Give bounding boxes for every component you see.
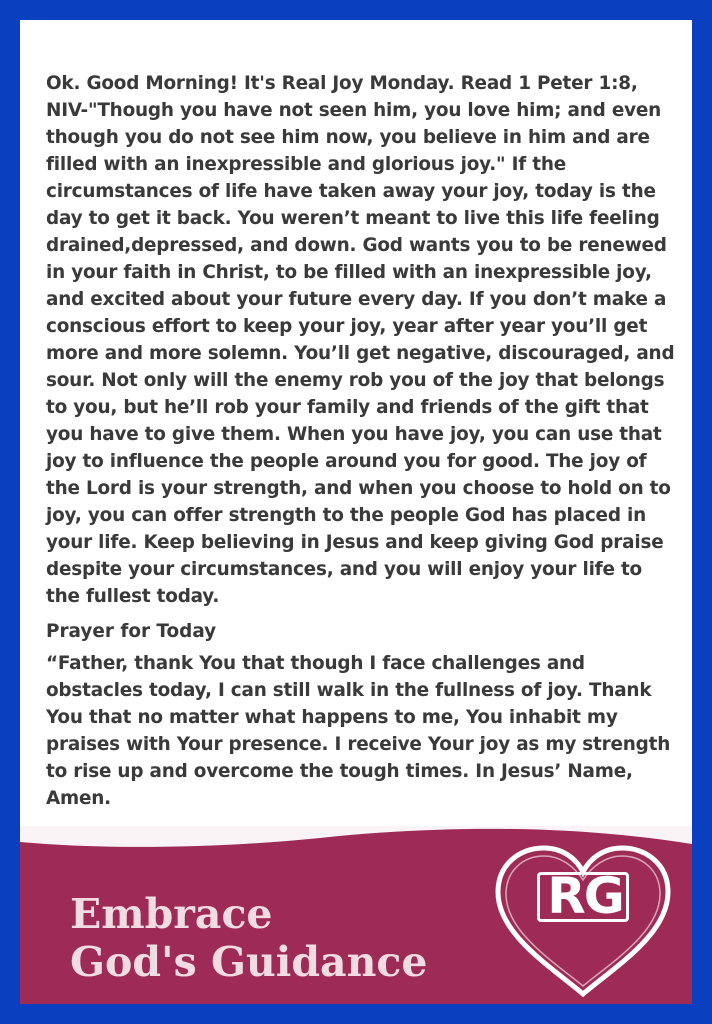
prayer-heading: Prayer for Today <box>46 621 217 642</box>
brand-line-1: Embrace <box>70 890 273 938</box>
logo-letters: RG <box>547 867 623 925</box>
prayer-text: “Father, thank You that though I face challenges and obstacles today, I can still walk in the fullness of joy. Thank You that no matter what happens to me, You inhabit my praises with Your presence. I receive Your joy as my strength to rise up and overcome the tough times. In Jesus’ Name, Amen. <box>46 653 671 809</box>
devotional-card <box>20 20 692 1004</box>
brand-banner <box>20 826 692 1004</box>
devotional-body: Ok. Good Morning! It's Real Joy Monday. Read 1 Peter 1:8, NIV-"Though you have not seen him, you love him; and even though you do not see him now, you believe in him and are filled with an inexpressible and glorious joy." If the circumstances of life have taken away your joy, today is the day to get it back. You weren’t meant to live this life feeling drained,depressed, and down. God wants you to be renewed in your faith in Christ, to be filled with an inexpressible joy, and excited about your future every day. If you don’t make a conscious effort to keep your joy, year after year you’ll get more and more solemn. You’ll get negative, discouraged, and sour. Not only will the enemy rob you of the joy that belongs to you, but he’ll rob your family and friends of the gift that you have to give them. When you have joy, you can use that joy to influence the people around you for good. The joy of the Lord is your strength, and when you choose to hold on to joy, you can offer strength to the people God has placed in your life. Keep believing in Jesus and keep giving God praise despite your circumstances, and you will enjoy your life to the fullest today. <box>46 73 675 607</box>
brand-line-2: God's Guidance <box>70 938 428 986</box>
